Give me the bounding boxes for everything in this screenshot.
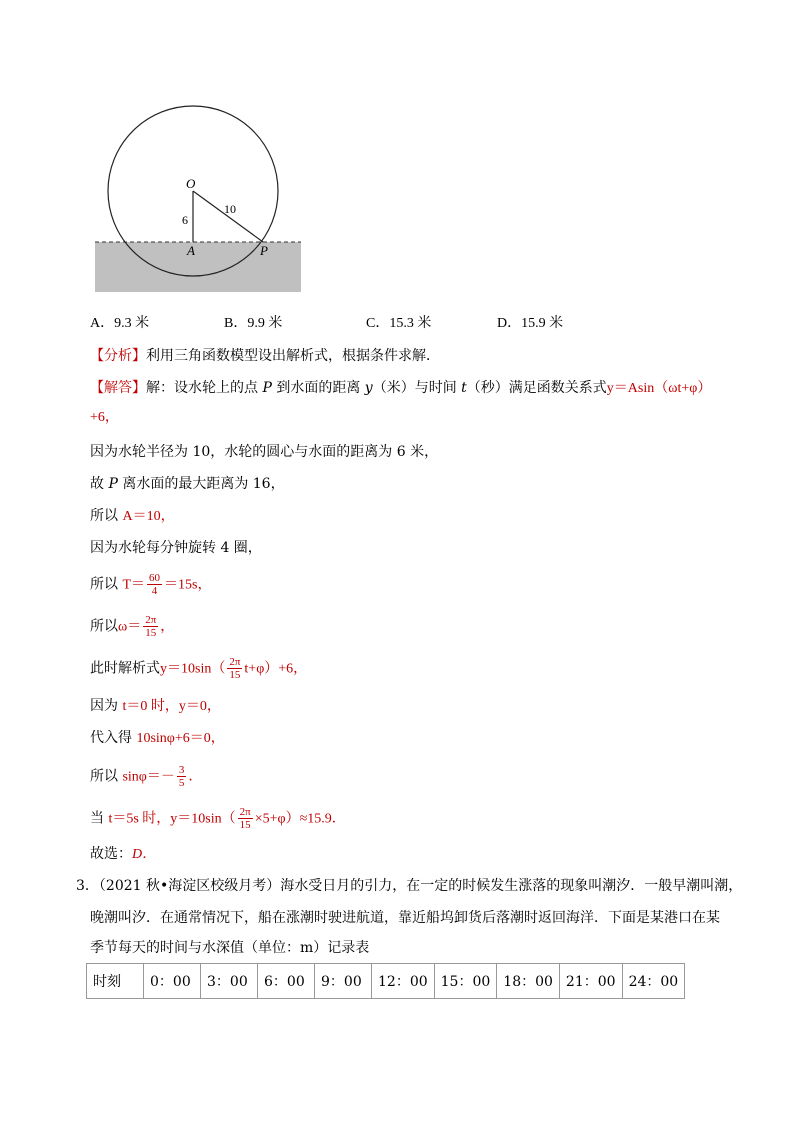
solution-line-13 [90, 806, 346, 831]
formula: ＝15s， [164, 577, 212, 593]
table-row [87, 964, 685, 999]
water-wheel-figure [90, 100, 310, 300]
analysis-line [90, 346, 440, 366]
formula: ×5+φ）≈15.9． [254, 811, 346, 827]
solution-line-1 [90, 378, 711, 399]
var-P: P [108, 476, 118, 492]
choice-b: B．9.9 米 [224, 316, 283, 331]
table-cell: 24：00 [622, 964, 685, 999]
solution-line-4 [90, 474, 285, 494]
solution-text: 所以 [90, 768, 123, 785]
denominator: 5 [178, 777, 185, 789]
solution-text: 到水面的距离 [271, 380, 365, 396]
choice-c: C．15.3 米 [366, 316, 432, 331]
var-t: t [461, 380, 467, 396]
solution-line-12 [90, 764, 202, 789]
solution-text: 所以 [90, 618, 118, 635]
question3-line-2: 晚潮叫汐．在通常情况下，船在涨潮时驶进航道，靠近船坞卸货后落潮时返回海洋．下面是某港口在某 [90, 910, 720, 926]
formula: y＝0， [178, 699, 221, 714]
table-cell: 21：00 [559, 964, 622, 999]
solution-text: 解：设水轮上的点 [146, 380, 263, 396]
numerator: 60 [149, 572, 161, 584]
solution-text: 当 [90, 810, 109, 827]
solution-text: 代入得 [90, 730, 137, 746]
solution-text: （秒）满足函数关系式 [466, 380, 607, 396]
table-cell: 15：00 [434, 964, 497, 999]
solution-line-7 [90, 572, 211, 597]
label-6: 6 [182, 213, 188, 227]
label-O: O [186, 176, 196, 191]
solution-text: 所以 [90, 576, 123, 593]
numerator: 2π [229, 656, 241, 668]
solution-text: （米）与时间 [372, 380, 462, 396]
solution-line-5 [90, 506, 175, 527]
table-cell: 9：00 [315, 964, 372, 999]
solution-line-2: +6， [90, 410, 119, 425]
formula: ． [188, 769, 203, 785]
formula: ， [160, 619, 175, 635]
analysis-text: 利用三角函数模型设出解析式，根据条件求解． [146, 348, 440, 364]
denominator: 15 [229, 669, 241, 681]
solution-line-14 [90, 844, 156, 865]
table-cell: 0：00 [144, 964, 201, 999]
var-y: y [364, 380, 373, 396]
formula: 10sinφ+6＝0， [136, 731, 225, 746]
fraction [238, 806, 253, 831]
formula: T＝ [122, 577, 146, 593]
formula: ω＝ [118, 619, 142, 635]
denominator: 15 [239, 819, 251, 831]
table-cell: 12：00 [372, 964, 435, 999]
denominator: 4 [151, 585, 158, 597]
fraction [147, 572, 162, 597]
fraction [143, 614, 158, 639]
answer: D． [132, 847, 157, 862]
formula: sinφ＝－ [122, 769, 175, 785]
question3-line-1: 3．（2021 秋•海淀区校级月考）海水受日月的引力，在一定的时候发生涨落的现象叫潮汐．一般早潮叫潮， [76, 878, 743, 894]
table-cell: 18：00 [497, 964, 560, 999]
denominator: 15 [145, 627, 157, 639]
fraction [177, 764, 187, 789]
choice-a: A．9.3 米 [90, 316, 150, 331]
label-A: A [187, 243, 195, 258]
solution-line-10 [90, 696, 221, 717]
formula: y＝Asin（ωt+φ） [606, 381, 712, 396]
solution-line-3: 因为水轮半径为 10，水轮的圆心与水面的距离为 6 米， [90, 444, 439, 460]
table-cell: 3：00 [201, 964, 258, 999]
formula: A＝10， [122, 509, 175, 524]
analysis-tag: 【分析】 [90, 348, 146, 364]
solution-line-8 [90, 614, 174, 639]
numerator: 3 [178, 764, 185, 776]
var-P: P [262, 380, 272, 396]
formula: t＝5s 时， [108, 811, 171, 827]
formula: y＝10sin（ [170, 811, 236, 827]
solution-line-9 [90, 656, 307, 681]
solution-line-6: 因为水轮每分钟旋转 4 圈， [90, 540, 262, 556]
solution-tag: 【解答】 [90, 380, 146, 396]
solution-text: 离水面的最大距离为 16， [117, 476, 285, 492]
solution-text: 因为 [90, 698, 123, 714]
solution-text: 此时解析式 [90, 660, 160, 677]
formula: t＝0 时， [122, 699, 179, 714]
solution-line-11 [90, 728, 225, 749]
solution-text: 所以 [90, 508, 123, 524]
question3-line-3: 季节每天的时间与水深值（单位：m）记录表 [90, 940, 370, 956]
table-cell: 6：00 [258, 964, 315, 999]
solution-text: 故 [90, 476, 109, 492]
solution-text: 故选： [90, 846, 132, 862]
formula: y＝10sin（ [160, 661, 226, 677]
numerator: 2π [145, 614, 157, 626]
choice-d: D．15.9 米 [497, 316, 564, 331]
tide-table [86, 963, 685, 999]
table-header-cell: 时刻 [87, 964, 144, 999]
fraction [227, 656, 242, 681]
numerator: 2π [239, 806, 251, 818]
formula: t+φ）+6， [244, 661, 308, 677]
water-region [95, 242, 301, 292]
label-10: 10 [224, 202, 236, 216]
segment-OP [193, 191, 263, 242]
label-P: P [260, 243, 268, 258]
